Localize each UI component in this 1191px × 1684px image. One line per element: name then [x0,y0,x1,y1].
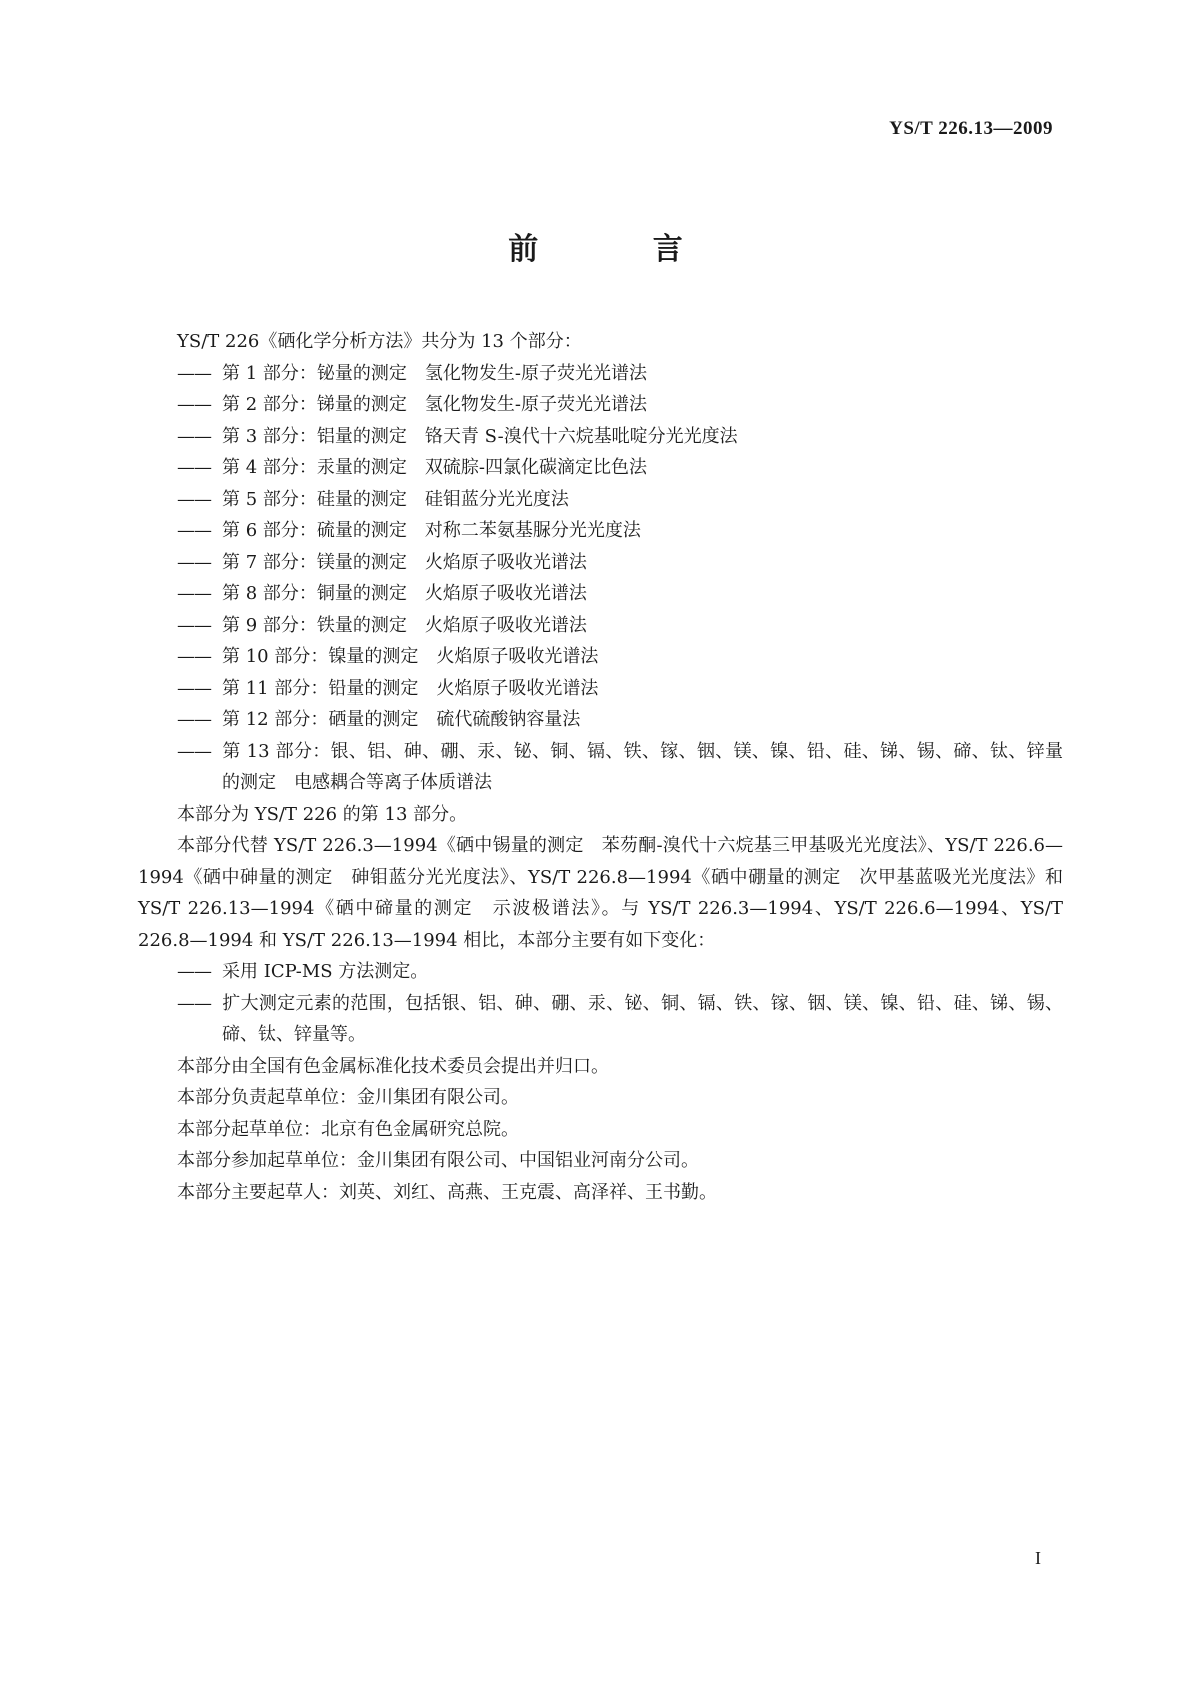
part-text: 第 5 部分：硅量的测定 硅钼蓝分光光度法 [222,488,569,510]
part-text: 第 3 部分：铝量的测定 铬天青 S-溴代十六烷基吡啶分光光度法 [222,425,738,447]
dash-mark: —— [177,961,211,982]
part-text: 第 6 部分：硫量的测定 对称二苯氨基脲分光光度法 [222,520,641,541]
part-item [138,421,1063,453]
dash-mark: —— [177,457,211,478]
drafting-unit-paragraph: 本部分起草单位：北京有色金属研究总院。 [177,1118,519,1140]
part-item [138,484,1063,516]
part-item [138,704,1063,736]
dash-mark: —— [177,614,211,636]
dash-mark: —— [177,520,211,541]
page-number: I [1035,1548,1041,1568]
document-code: YS/T 226.13—2009 [889,118,1053,139]
responsible-drafter-paragraph: 本部分负责起草单位：金川集团有限公司。 [177,1087,519,1108]
dash-mark: —— [177,709,211,730]
part-item [138,515,1063,547]
dash-mark: —— [177,992,211,1014]
proposed-by-paragraph: 本部分由全国有色金属标准化技术委员会提出并归口。 [177,1055,609,1077]
part-text: 第 9 部分：铁量的测定 火焰原子吸收光谱法 [222,614,587,636]
dash-mark: —— [177,677,211,699]
dash-mark: —— [177,646,211,667]
part-item [138,452,1063,484]
page-title: 前 言 [508,232,735,267]
part-item [138,736,1063,799]
part-text: 第 7 部分：镁量的测定 火焰原子吸收光谱法 [222,551,587,573]
part-text: 第 11 部分：铅量的测定 火焰原子吸收光谱法 [222,677,599,699]
dash-mark: —— [177,583,211,604]
part-text: 第 10 部分：镍量的测定 火焰原子吸收光谱法 [222,646,599,667]
part-text: 第 2 部分：锑量的测定 氢化物发生-原子荧光光谱法 [222,394,647,415]
replaces-paragraph: 本部分代替 YS/T 226.3—1994《硒中锡量的测定 苯芴酮-溴代十六烷基三甲基吸光光度法》、YS/T 226.6—1994《硒中砷量的测定 砷钼蓝分光光度法》、YS/T 226.8—1994《硒中硼量的测定 次甲基蓝吸光光度法》和 YS/T 226.13—1994《硒中碲量的测定 示波极谱法》。与 YS/T 226.3—1994、YS/T 226.6—1994、YS/T 226.8—1994 和 YS/T 226.13—1994 相比，本部分主要有如下变化： [138,835,1063,951]
dash-mark: —— [177,488,211,510]
part-item [138,578,1063,610]
change-text: 扩大测定元素的范围，包括银、铝、砷、硼、汞、铋、铜、镉、铁、镓、铟、镁、镍、铅、硅、锑、锡、碲、钛、锌量等。 [222,992,1063,1045]
dash-mark: —— [177,551,211,573]
part-text: 第 4 部分：汞量的测定 双硫腙-四氯化碳滴定比色法 [222,457,647,478]
part-item [138,641,1063,673]
part-text: 第 12 部分：硒量的测定 硫代硫酸钠容量法 [222,709,581,730]
part-item [138,610,1063,642]
part-item [138,358,1063,390]
dash-mark: —— [177,740,211,762]
intro-paragraph: YS/T 226《硒化学分析方法》共分为 13 个部分： [177,331,582,352]
part-text: 第 8 部分：铜量的测定 火焰原子吸收光谱法 [222,583,587,604]
main-drafters-paragraph: 本部分主要起草人：刘英、刘红、高燕、王克震、高泽祥、王书勤。 [177,1181,717,1203]
this-part-paragraph: 本部分为 YS/T 226 的第 13 部分。 [177,803,468,825]
dash-mark: —— [177,362,211,384]
part-text: 第 1 部分：铋量的测定 氢化物发生-原子荧光光谱法 [222,362,647,384]
part-item [138,389,1063,421]
part-item [138,547,1063,579]
dash-mark: —— [177,425,211,447]
change-item [138,956,1063,988]
document-body [138,326,1063,1208]
dash-mark: —— [177,394,211,415]
participating-units-paragraph: 本部分参加起草单位：金川集团有限公司、中国铝业河南分公司。 [177,1150,699,1171]
part-item [138,673,1063,705]
part-text: 第 13 部分：银、铝、砷、硼、汞、铋、铜、镉、铁、镓、铟、镁、镍、铅、硅、锑、锡、碲、钛、锌量的测定 电感耦合等离子体质谱法 [222,740,1063,793]
change-item [138,988,1063,1051]
change-text: 采用 ICP-MS 方法测定。 [222,961,429,982]
